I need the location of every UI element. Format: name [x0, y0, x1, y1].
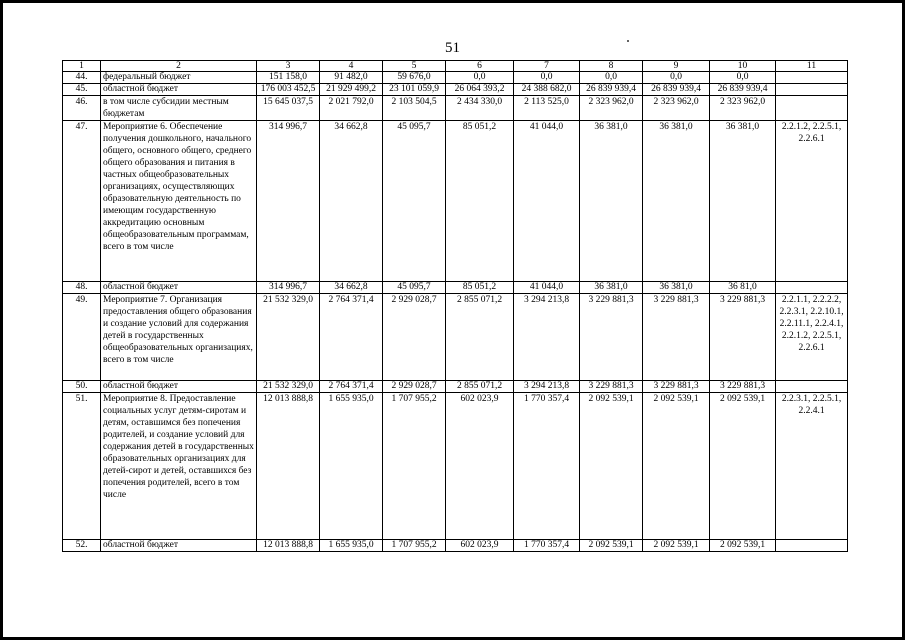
value-cell: 1 655 935,0	[320, 540, 383, 552]
table-row	[63, 282, 848, 294]
value-cell: 151 158,0	[257, 72, 320, 84]
value-cell: 314 996,7	[257, 282, 320, 294]
value-cell: 2 092 539,1	[643, 540, 710, 552]
value-cell: 34 662,8	[320, 121, 383, 282]
value-cell: 602 023,9	[446, 393, 514, 540]
row-number: 52.	[63, 540, 101, 552]
value-cell: 1 770 357,4	[514, 393, 580, 540]
indicator-codes	[776, 381, 848, 393]
header-cell: 8	[580, 61, 643, 72]
value-cell: 0,0	[446, 72, 514, 84]
value-cell: 26 839 939,4	[710, 84, 776, 96]
value-cell: 36 381,0	[580, 121, 643, 282]
value-cell: 26 064 393,2	[446, 84, 514, 96]
value-cell: 0,0	[643, 72, 710, 84]
value-cell: 41 044,0	[514, 121, 580, 282]
value-cell: 3 229 881,3	[710, 294, 776, 381]
indicator-codes	[776, 96, 848, 121]
value-cell: 26 839 939,4	[643, 84, 710, 96]
value-cell: 2 113 525,0	[514, 96, 580, 121]
value-cell: 26 839 939,4	[580, 84, 643, 96]
value-cell: 3 229 881,3	[580, 381, 643, 393]
table-row	[63, 84, 848, 96]
indicator-codes: 2.2.1.1, 2.2.2.2, 2.2.3.1, 2.2.10.1, 2.2.11.1, 2.2.4.1, 2.2.1.2, 2.2.5.1, 2.2.6.1	[776, 294, 848, 381]
value-cell: 59 676,0	[383, 72, 446, 84]
value-cell: 1 707 955,2	[383, 540, 446, 552]
row-number: 44.	[63, 72, 101, 84]
value-cell: 2 929 028,7	[383, 381, 446, 393]
scan-border-left	[0, 0, 3, 640]
page-number: 51	[445, 40, 460, 56]
row-number: 49.	[63, 294, 101, 381]
value-cell: 21 532 329,0	[257, 381, 320, 393]
indicator-codes	[776, 84, 848, 96]
scan-border-top	[0, 0, 905, 3]
value-cell: 36 381,0	[580, 282, 643, 294]
header-cell: 5	[383, 61, 446, 72]
value-cell: 45 095,7	[383, 121, 446, 282]
header-cell: 2	[101, 61, 257, 72]
row-name: Мероприятие 7. Организация предоставления общего образования и создание условий для содержания детей в государственных общеобразовательных организациях, всего в том числе	[101, 294, 257, 381]
value-cell: 36 381,0	[643, 282, 710, 294]
value-cell: 2 323 962,0	[580, 96, 643, 121]
value-cell: 0,0	[514, 72, 580, 84]
row-number: 50.	[63, 381, 101, 393]
value-cell: 34 662,8	[320, 282, 383, 294]
budget-table	[62, 60, 848, 552]
value-cell: 3 229 881,3	[580, 294, 643, 381]
header-cell: 6	[446, 61, 514, 72]
value-cell: 21 929 499,2	[320, 84, 383, 96]
value-cell: 2 092 539,1	[643, 393, 710, 540]
value-cell: 2 764 371,4	[320, 381, 383, 393]
header-cell: 3	[257, 61, 320, 72]
value-cell: 3 229 881,3	[710, 381, 776, 393]
indicator-codes: 2.2.1.2, 2.2.5.1, 2.2.6.1	[776, 121, 848, 282]
table-row	[63, 540, 848, 552]
row-name: областной бюджет	[101, 540, 257, 552]
value-cell: 602 023,9	[446, 540, 514, 552]
value-cell: 2 323 962,0	[643, 96, 710, 121]
table-row	[63, 121, 848, 282]
value-cell: 85 051,2	[446, 282, 514, 294]
value-cell: 1 770 357,4	[514, 540, 580, 552]
header-cell: 7	[514, 61, 580, 72]
row-number: 46.	[63, 96, 101, 121]
value-cell: 0,0	[580, 72, 643, 84]
value-cell: 3 229 881,3	[643, 381, 710, 393]
value-cell: 1 707 955,2	[383, 393, 446, 540]
value-cell: 41 044,0	[514, 282, 580, 294]
row-number: 51.	[63, 393, 101, 540]
value-cell: 85 051,2	[446, 121, 514, 282]
header-cell: 9	[643, 61, 710, 72]
row-number: 47.	[63, 121, 101, 282]
table-row	[63, 96, 848, 121]
row-name: областной бюджет	[101, 84, 257, 96]
value-cell: 2 764 371,4	[320, 294, 383, 381]
value-cell: 3 229 881,3	[643, 294, 710, 381]
row-name: Мероприятие 8. Предоставление социальных услуг детям-сиротам и детям, оставшимся без попечения родителей, и создание условий для содержания детей в государственных образовательных организациях для детей-сирот и детей, оставшихся без попечения родителей, всего в том числе	[101, 393, 257, 540]
value-cell: 15 645 037,5	[257, 96, 320, 121]
value-cell: 176 003 452,5	[257, 84, 320, 96]
table-row	[63, 393, 848, 540]
value-cell: 2 434 330,0	[446, 96, 514, 121]
value-cell: 91 482,0	[320, 72, 383, 84]
row-name: областной бюджет	[101, 381, 257, 393]
value-cell: 36 381,0	[710, 121, 776, 282]
value-cell: 2 323 962,0	[710, 96, 776, 121]
value-cell: 12 013 888,8	[257, 393, 320, 540]
value-cell: 12 013 888,8	[257, 540, 320, 552]
value-cell: 1 655 935,0	[320, 393, 383, 540]
indicator-codes	[776, 282, 848, 294]
indicator-codes	[776, 72, 848, 84]
value-cell: 2 929 028,7	[383, 294, 446, 381]
value-cell: 2 092 539,1	[580, 393, 643, 540]
row-name: областной бюджет	[101, 282, 257, 294]
value-cell: 2 092 539,1	[710, 393, 776, 540]
value-cell: 2 021 792,0	[320, 96, 383, 121]
table-row	[63, 381, 848, 393]
table-row	[63, 294, 848, 381]
value-cell: 2 092 539,1	[710, 540, 776, 552]
value-cell: 3 294 213,8	[514, 381, 580, 393]
value-cell: 36 81,0	[710, 282, 776, 294]
value-cell: 3 294 213,8	[514, 294, 580, 381]
value-cell: 21 532 329,0	[257, 294, 320, 381]
header-cell: 10	[710, 61, 776, 72]
value-cell: 2 855 071,2	[446, 381, 514, 393]
header-cell: 4	[320, 61, 383, 72]
row-number: 45.	[63, 84, 101, 96]
scan-speck	[627, 40, 629, 42]
value-cell: 23 101 059,9	[383, 84, 446, 96]
value-cell: 314 996,7	[257, 121, 320, 282]
row-name: в том числе субсидии местным бюджетам	[101, 96, 257, 121]
value-cell: 2 092 539,1	[580, 540, 643, 552]
table-header-row	[63, 61, 848, 72]
row-name: федеральный бюджет	[101, 72, 257, 84]
table-row	[63, 72, 848, 84]
value-cell: 24 388 682,0	[514, 84, 580, 96]
value-cell: 2 103 504,5	[383, 96, 446, 121]
row-number: 48.	[63, 282, 101, 294]
value-cell: 45 095,7	[383, 282, 446, 294]
header-cell: 11	[776, 61, 848, 72]
row-name: Мероприятие 6. Обеспечение получения дошкольного, начального общего, основного общего, среднего общего образования и питания в частных общеобразовательных организациях, осуществляющих образовательную деятельность по имеющим государственную аккредитацию основным общеобразовательным программам, всего в том числе	[101, 121, 257, 282]
indicator-codes	[776, 540, 848, 552]
indicator-codes: 2.2.3.1, 2.2.5.1, 2.2.4.1	[776, 393, 848, 540]
value-cell: 2 855 071,2	[446, 294, 514, 381]
value-cell: 0,0	[710, 72, 776, 84]
header-cell: 1	[63, 61, 101, 72]
value-cell: 36 381,0	[643, 121, 710, 282]
